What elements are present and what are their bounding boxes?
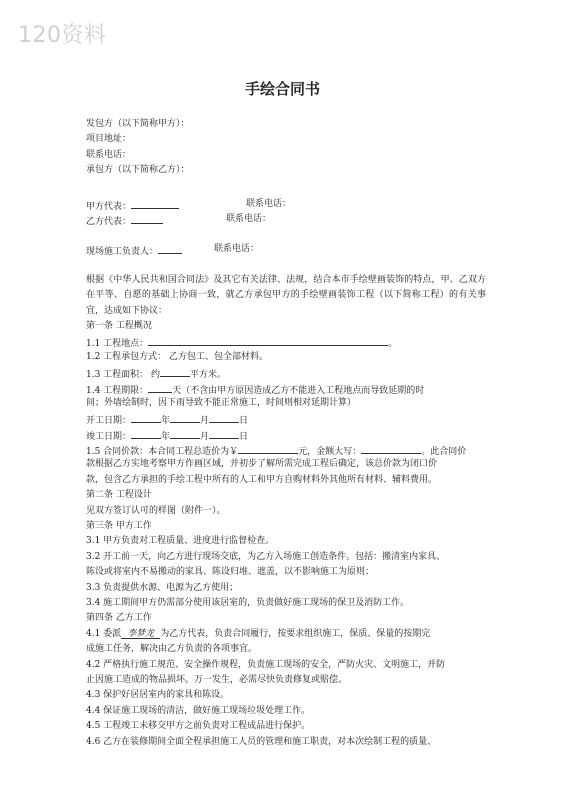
clause-1-4: 1.4 工程期限： 天（不含由甲方原因造成乙方不能进入工程地点而导致延期的时: [86, 381, 486, 396]
yi-rep-label: 乙方代表：: [86, 216, 132, 227]
clause-line: 3.1 甲方负责对工程质量、进度进行监督检查。: [86, 536, 275, 547]
end-date-line: 竣工日期： 年 月 日: [86, 427, 486, 442]
watermark-logo: 120资料: [18, 23, 107, 48]
site-phone-label: 联系电话：: [214, 244, 260, 255]
clause-2-text: 见双方签订认可的样图（附件一）。: [86, 505, 226, 516]
yi-rep-blank: [131, 212, 163, 224]
party-line: 发包方（以下简称甲方）：: [86, 119, 190, 129]
clause-line: 陈设或将室内不易搬动的家具、陈设归堆、遮盖，以不影响施工为原则；: [86, 567, 375, 578]
clause-1-2: 1.2 工程承包方式： 乙方包工、包全部材料。: [86, 351, 269, 362]
jia-rep-label: 甲方代表：: [86, 201, 132, 212]
clause-4-1-cont: 成施工任务，解决由乙方负责的各项事宜。: [86, 644, 258, 655]
clause-1-1: 1.1 工程地点： 。: [86, 334, 486, 349]
start-date-line: 开工日期： 年 月 日: [86, 411, 486, 426]
yi-phone-label: 联系电话：: [226, 213, 272, 224]
party-line: 承包方（以下简称乙方）：: [86, 165, 190, 176]
clause-line: 4.4 保证施工现场的清洁，做好施工现场垃圾处理工作。: [86, 705, 311, 716]
yi-rep-row: [86, 212, 486, 227]
article-heading: 第二条 工程设计: [86, 490, 152, 501]
clause-1-5-cont: 款，包含乙方承担的手绘工程中所有的人工和甲方自购材料外其他所有材料、辅料费用。: [86, 474, 438, 485]
clause-4-1: 4.1 委派 李梦龙 为乙方代表，负责合同履行，按要求组织施工，保质、保量的按期完: [86, 628, 431, 639]
article-heading: 第四条 乙方工作: [86, 613, 152, 624]
party-line: 项目地址：: [86, 134, 132, 145]
site-manager-row: [86, 242, 486, 257]
clause-line: 4.3 保护好居居室内的家具和陈设。: [86, 690, 230, 701]
clause-line: 4.2 严格执行施工规范、安全操作规程，负责施工现场的安全，严防火灾、文明施工，并防: [86, 659, 446, 670]
clause-line: 4.5 工程竣工未移交甲方之前负责对工程成品进行保护。: [86, 721, 311, 732]
jia-rep-row: [86, 197, 486, 212]
site-manager-label: 现场施工负责人：: [86, 247, 159, 258]
article-heading: 第三条 甲方工作: [86, 521, 152, 532]
jia-phone-label: 联系电话：: [246, 198, 292, 209]
intro-paragraph: 根据《中华人民共和国合同法》及其它有关法律、法规，结合本市手绘壁画装饰的特点，甲、乙双方在平等、自愿的基础上协商一致，就乙方承包甲方的手绘壁画装饰工程（以下简称工程）的有关事宜，达成如下协议：: [86, 274, 486, 316]
clause-1-3: 1.3 工程面积： 约 平方米。: [86, 365, 486, 380]
contract-body: [86, 117, 486, 750]
clause-line: 3.2 开工前一天，向乙方进行现场交底，为乙方入场施工创造条件。包括：搬清室内家具、: [86, 551, 446, 562]
representative-name: 李梦龙: [121, 627, 160, 639]
article-heading: 第一条 工程概况: [86, 320, 152, 331]
clause-line: 3.4 施工期间甲方仍需部分使用该居室的，负责做好施工现场的保卫及消防工作。: [86, 597, 410, 608]
clause-1-5-cont: 款根据乙方实地考察甲方作画区域，并初步了解所需完成工程后确定，该总价款为闭口价: [86, 459, 438, 470]
clause-line: 3.3 负责提供水源、电源为乙方使用；: [86, 582, 239, 593]
jia-rep-blank: [131, 197, 179, 209]
document-title: 手绘合同书: [244, 80, 320, 98]
party-line: 联系电话：: [86, 149, 132, 160]
clause-1-4-cont: 间；外墙绘制时，因下雨导致不能正常施工，时间则相对延期计算）: [86, 397, 357, 408]
clause-1-5: 1.5 合同价款：本合同工程总造价为￥ 元，金额大写： 。此合同价: [86, 442, 486, 457]
site-manager-blank: [158, 242, 182, 254]
clause-line: 4.6 乙方在装修期间全面全程承担施工人员的管理和施工职责，对本次绘制工程的质量、: [86, 736, 437, 747]
clause-line: 止因施工造成的物品损坏。万一发生，必需尽快负责修复或赔偿。: [86, 674, 348, 685]
